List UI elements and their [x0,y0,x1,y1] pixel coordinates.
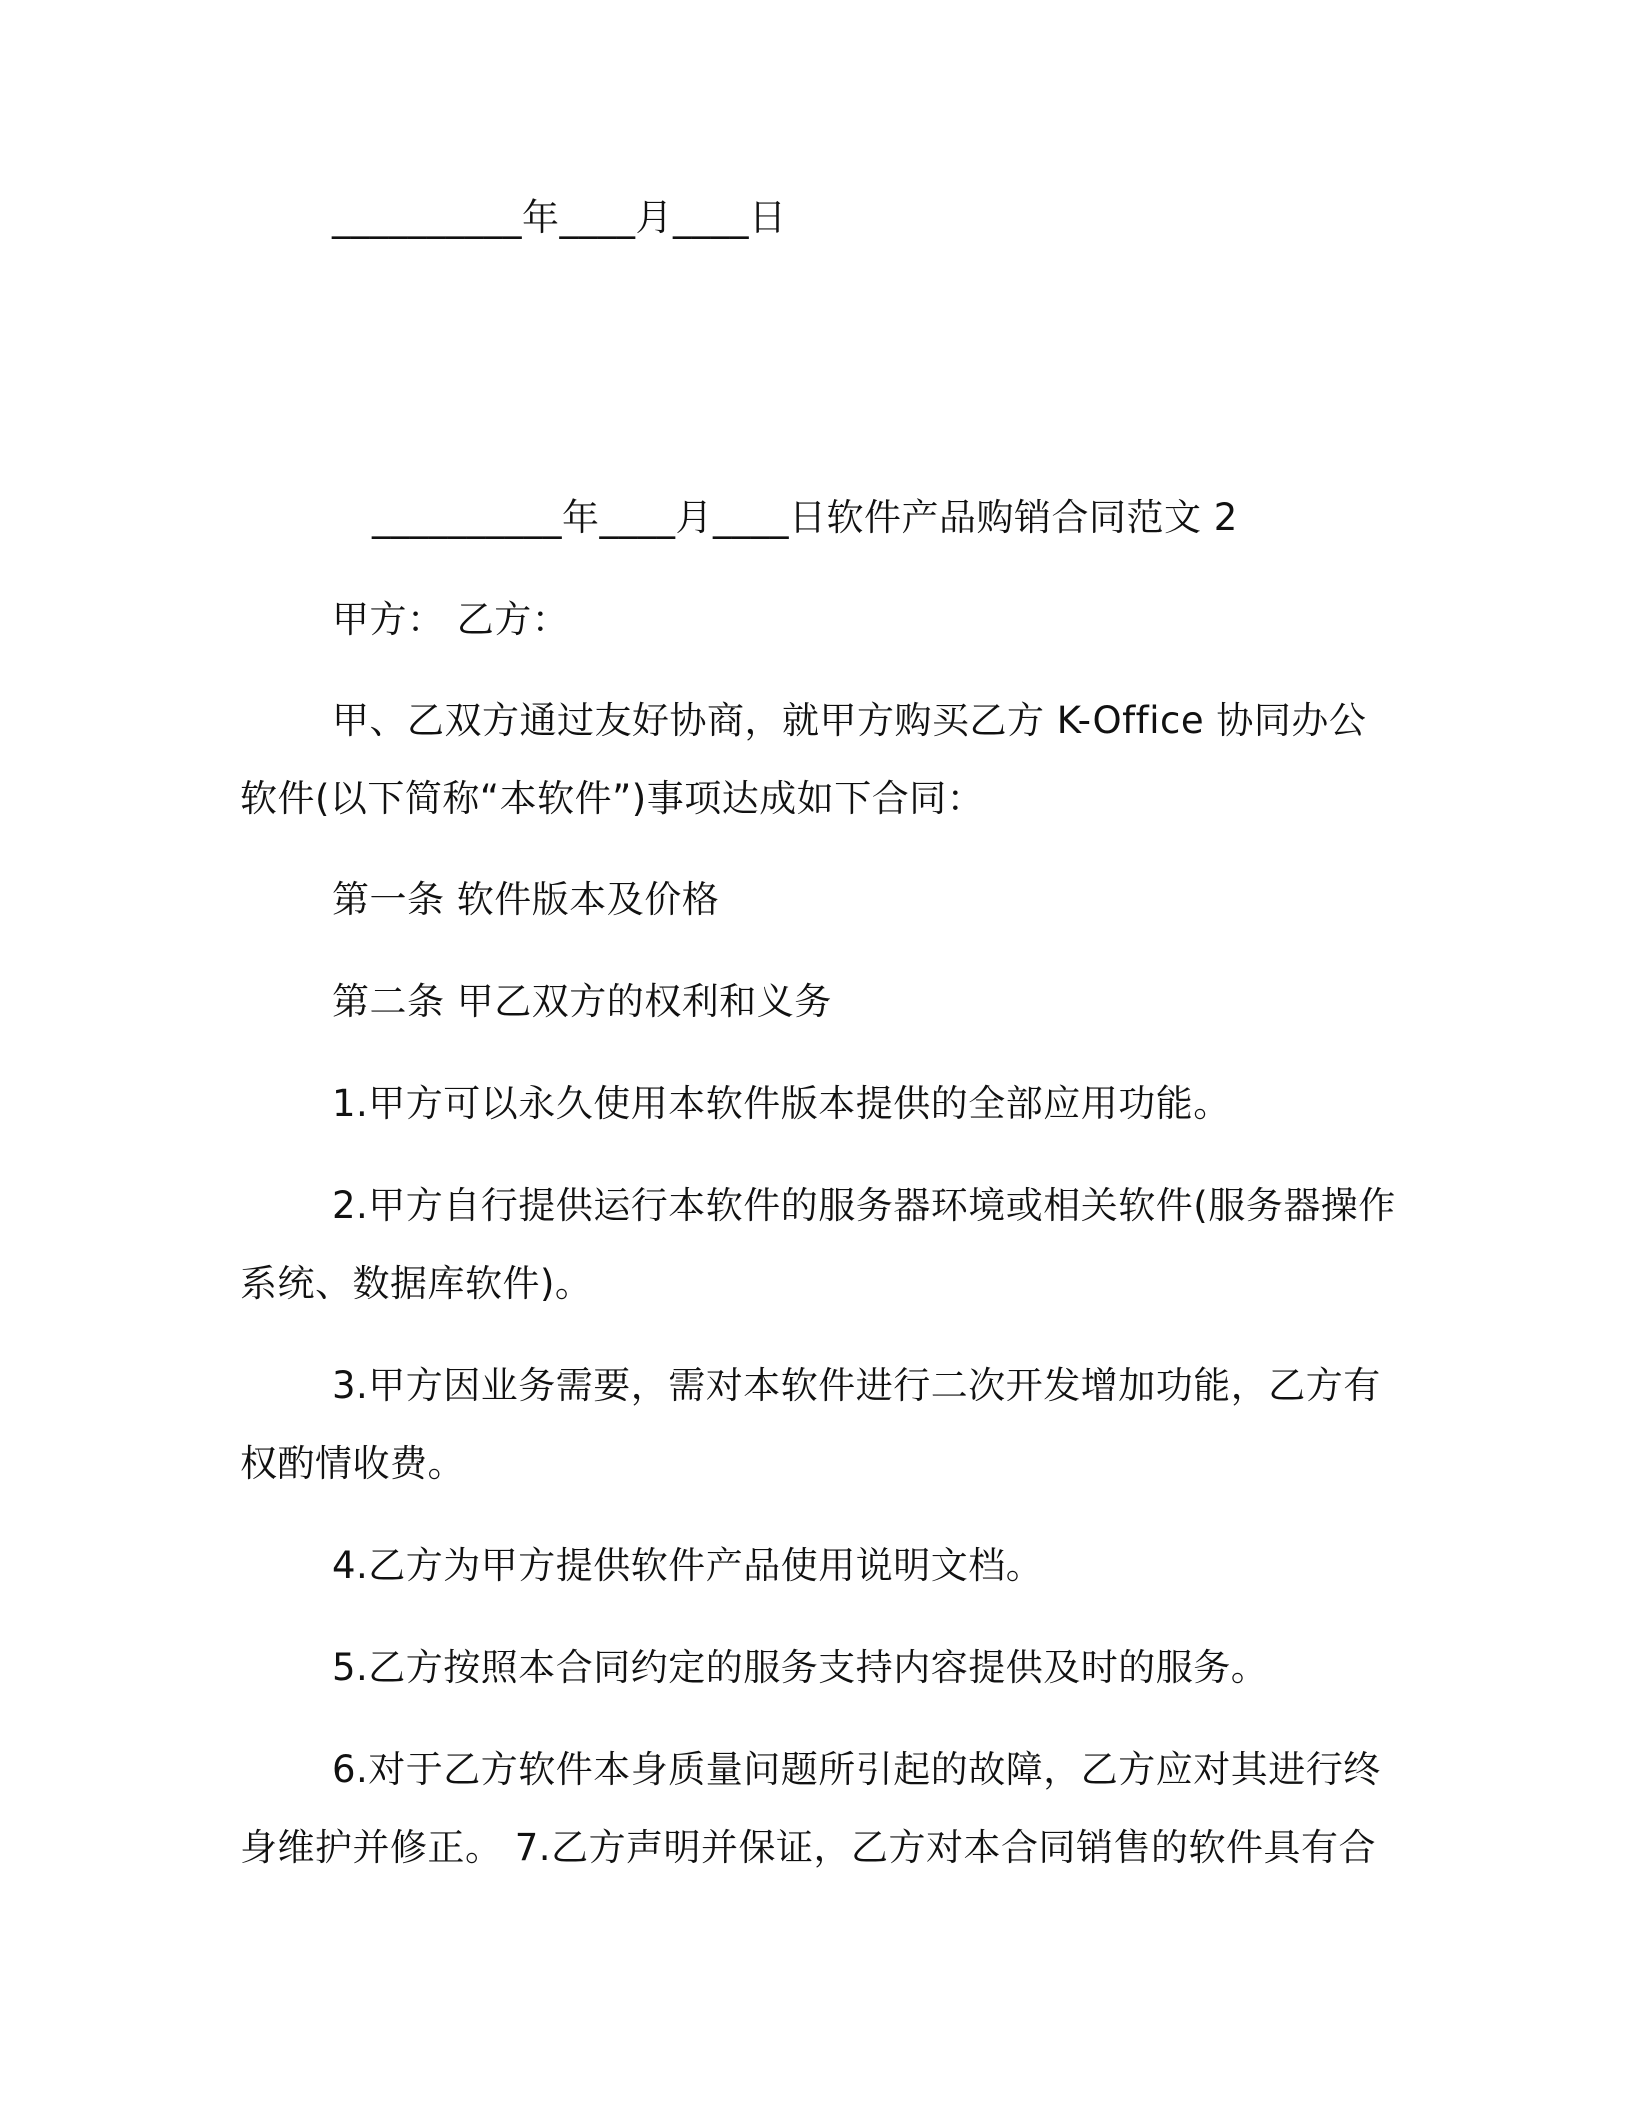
list-item-2-line2: 系统、数据库软件)。 [240,1262,593,1305]
document-title: __________年____月____日软件产品购销合同范文 2 [372,496,1238,539]
article-one-heading: 第一条 软件版本及价格 [332,878,720,921]
parties-line: 甲方： 乙方： [332,598,570,641]
intro-paragraph-line1: 甲、乙双方通过友好协商，就甲方购买乙方 K-Office 协同办公 [332,699,1367,742]
list-item-4: 4.乙方为甲方提供软件产品使用说明文档。 [332,1544,1044,1587]
list-item-6-line2: 身维护并修正。 7.乙方声明并保证，乙方对本合同销售的软件具有合 [240,1826,1377,1869]
list-item-3-line2: 权酌情收费。 [240,1442,465,1485]
date-line: __________年____月____日 [332,196,787,239]
list-item-2-line1: 2.甲方自行提供运行本软件的服务器环境或相关软件(服务器操作 [332,1184,1396,1227]
article-two-heading: 第二条 甲乙双方的权利和义务 [332,980,832,1023]
list-item-6-line1: 6.对于乙方软件本身质量问题所引起的故障，乙方应对其进行终 [332,1748,1381,1791]
intro-paragraph-line2: 软件(以下简称“本软件”)事项达成如下合同： [240,777,985,820]
list-item-5: 5.乙方按照本合同约定的服务支持内容提供及时的服务。 [332,1646,1269,1689]
list-item-3-line1: 3.甲方因业务需要，需对本软件进行二次开发增加功能，乙方有 [332,1364,1381,1407]
list-item-1: 1.甲方可以永久使用本软件版本提供的全部应用功能。 [332,1082,1231,1125]
